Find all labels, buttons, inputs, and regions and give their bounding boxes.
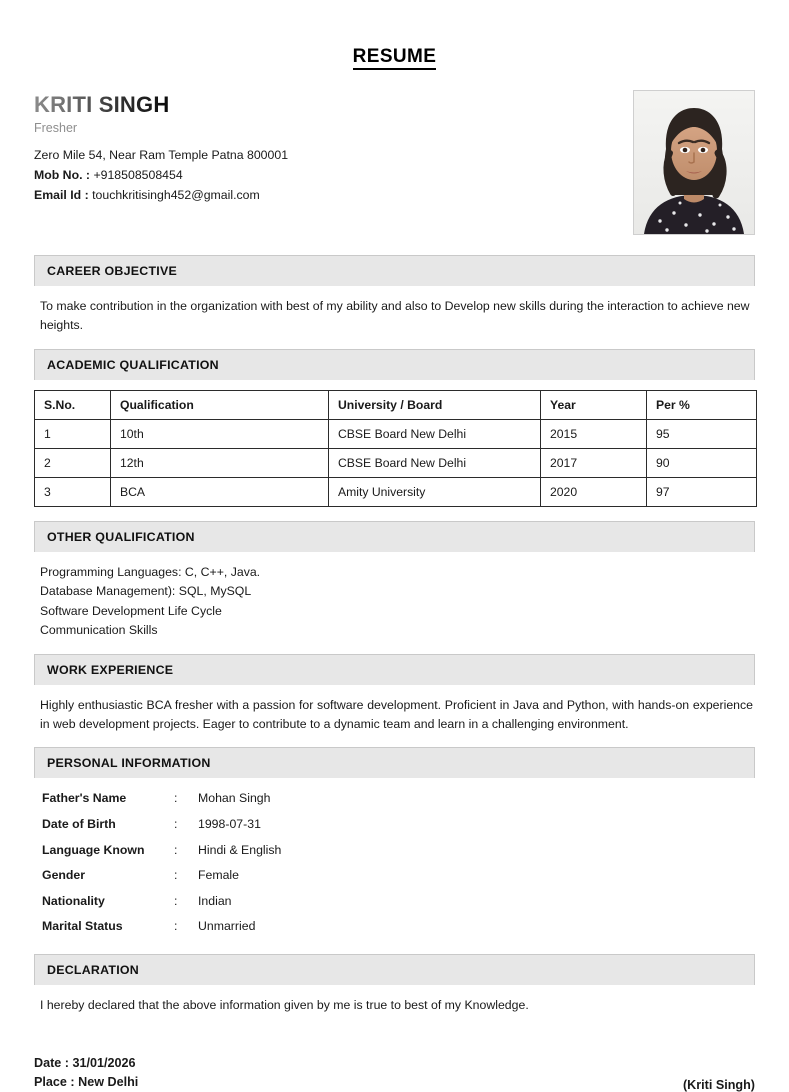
page-title	[34, 0, 755, 68]
contact-mobile	[34, 166, 288, 186]
cell-qualification: 10th	[111, 419, 329, 448]
footer-place: Place : New Delhi	[34, 1075, 139, 1090]
section-header-career-objective: CAREER OBJECTIVE	[34, 255, 755, 286]
section-header-declaration: DECLARATION	[34, 954, 755, 985]
column-header-university: University / Board	[329, 390, 541, 419]
section-header-academic-qualification: ACADEMIC QUALIFICATION	[34, 349, 755, 380]
table-header-row	[35, 390, 757, 419]
footer-date-place	[34, 1054, 138, 1092]
personal-info-separator: :	[174, 842, 178, 857]
list-item	[42, 867, 755, 884]
academic-qualification-table	[34, 390, 757, 507]
contact-email-label: Email Id :	[34, 187, 89, 202]
contact-email	[34, 186, 288, 206]
declaration-text: I hereby declared that the above information given by me is true to best of my Knowledge.	[40, 997, 529, 1012]
section-header-work-experience: WORK EXPERIENCE	[34, 654, 755, 685]
personal-information-list	[34, 778, 755, 954]
personal-info-separator: :	[174, 791, 178, 806]
contact-mobile-value: +918508508454	[93, 167, 183, 182]
table-row	[35, 477, 757, 506]
cell-university: CBSE Board New Delhi	[329, 419, 541, 448]
list-item: Programming Languages: C, C++, Java.	[40, 564, 261, 579]
table-row	[35, 448, 757, 477]
column-header-sno: S.No.	[35, 390, 111, 419]
cell-sno: 1	[35, 419, 111, 448]
footer-date: Date : 31/01/2026	[34, 1056, 136, 1071]
column-header-year: Year	[541, 390, 647, 419]
personal-info-label: Nationality	[42, 893, 105, 908]
cell-university: CBSE Board New Delhi	[329, 448, 541, 477]
column-header-percentage: Per %	[647, 390, 757, 419]
other-qualification-list	[34, 552, 755, 654]
cell-university: Amity University	[329, 477, 541, 506]
personal-info-label: Father's Name	[42, 791, 127, 806]
page-title-text: RESUME	[353, 46, 437, 70]
personal-info-value: Mohan Singh	[198, 791, 271, 806]
candidate-role: Fresher	[34, 121, 78, 135]
list-item	[42, 816, 755, 833]
cell-year: 2015	[541, 419, 647, 448]
cell-qualification: 12th	[111, 448, 329, 477]
candidate-name: KRITI SINGH	[34, 92, 288, 118]
personal-info-label: Language Known	[42, 842, 145, 857]
identity-block	[34, 90, 288, 206]
personal-info-value: 1998-07-31	[198, 816, 261, 831]
resume-footer	[34, 1054, 755, 1092]
list-item: Communication Skills	[40, 623, 158, 638]
contact-mobile-label: Mob No. :	[34, 167, 91, 182]
cell-qualification: BCA	[111, 477, 329, 506]
candidate-photo	[633, 90, 755, 235]
section-header-other-qualification: OTHER QUALIFICATION	[34, 521, 755, 552]
personal-info-value: Female	[198, 868, 240, 883]
work-experience-text: Highly enthusiastic BCA fresher with a passion for software development. Proficient in Java and Python, with hands-on experience in web development projects. Eager to contribute to a dynamic team and learn in a challenging environment.	[40, 697, 753, 731]
personal-info-label: Date of Birth	[42, 816, 116, 831]
cell-year: 2017	[541, 448, 647, 477]
photo-illustration	[634, 91, 754, 234]
list-item: Software Development Life Cycle	[40, 603, 222, 618]
cell-percentage: 95	[647, 419, 757, 448]
list-item: Database Management): SQL, MySQL	[40, 584, 252, 599]
cell-year: 2020	[541, 477, 647, 506]
personal-info-separator: :	[174, 816, 178, 831]
column-header-qualification: Qualification	[111, 390, 329, 419]
cell-percentage: 97	[647, 477, 757, 506]
personal-info-value: Unmarried	[198, 919, 256, 934]
table-row	[35, 419, 757, 448]
personal-info-label: Marital Status	[42, 919, 123, 934]
resume-header	[34, 90, 755, 235]
personal-info-label: Gender	[42, 868, 86, 883]
list-item	[42, 918, 755, 935]
list-item	[42, 842, 755, 859]
footer-signature: (Kriti Singh)	[682, 1078, 755, 1092]
personal-info-separator: :	[174, 868, 178, 883]
personal-info-separator: :	[174, 919, 178, 934]
cell-sno: 2	[35, 448, 111, 477]
contact-email-value: touchkritisingh452@gmail.com	[92, 187, 260, 202]
personal-info-value: Indian	[198, 893, 232, 908]
list-item	[42, 893, 755, 910]
personal-info-value: Hindi & English	[198, 842, 282, 857]
section-header-personal-information: PERSONAL INFORMATION	[34, 747, 755, 778]
cell-percentage: 90	[647, 448, 757, 477]
contact-address: Zero Mile 54, Near Ram Temple Patna 800001	[34, 148, 289, 162]
list-item	[42, 790, 755, 807]
career-objective-text: To make contribution in the organization with best of my ability and also to Develop new skills during the interaction to achieve new heights.	[40, 299, 750, 333]
cell-sno: 3	[35, 477, 111, 506]
personal-info-separator: :	[174, 893, 178, 908]
